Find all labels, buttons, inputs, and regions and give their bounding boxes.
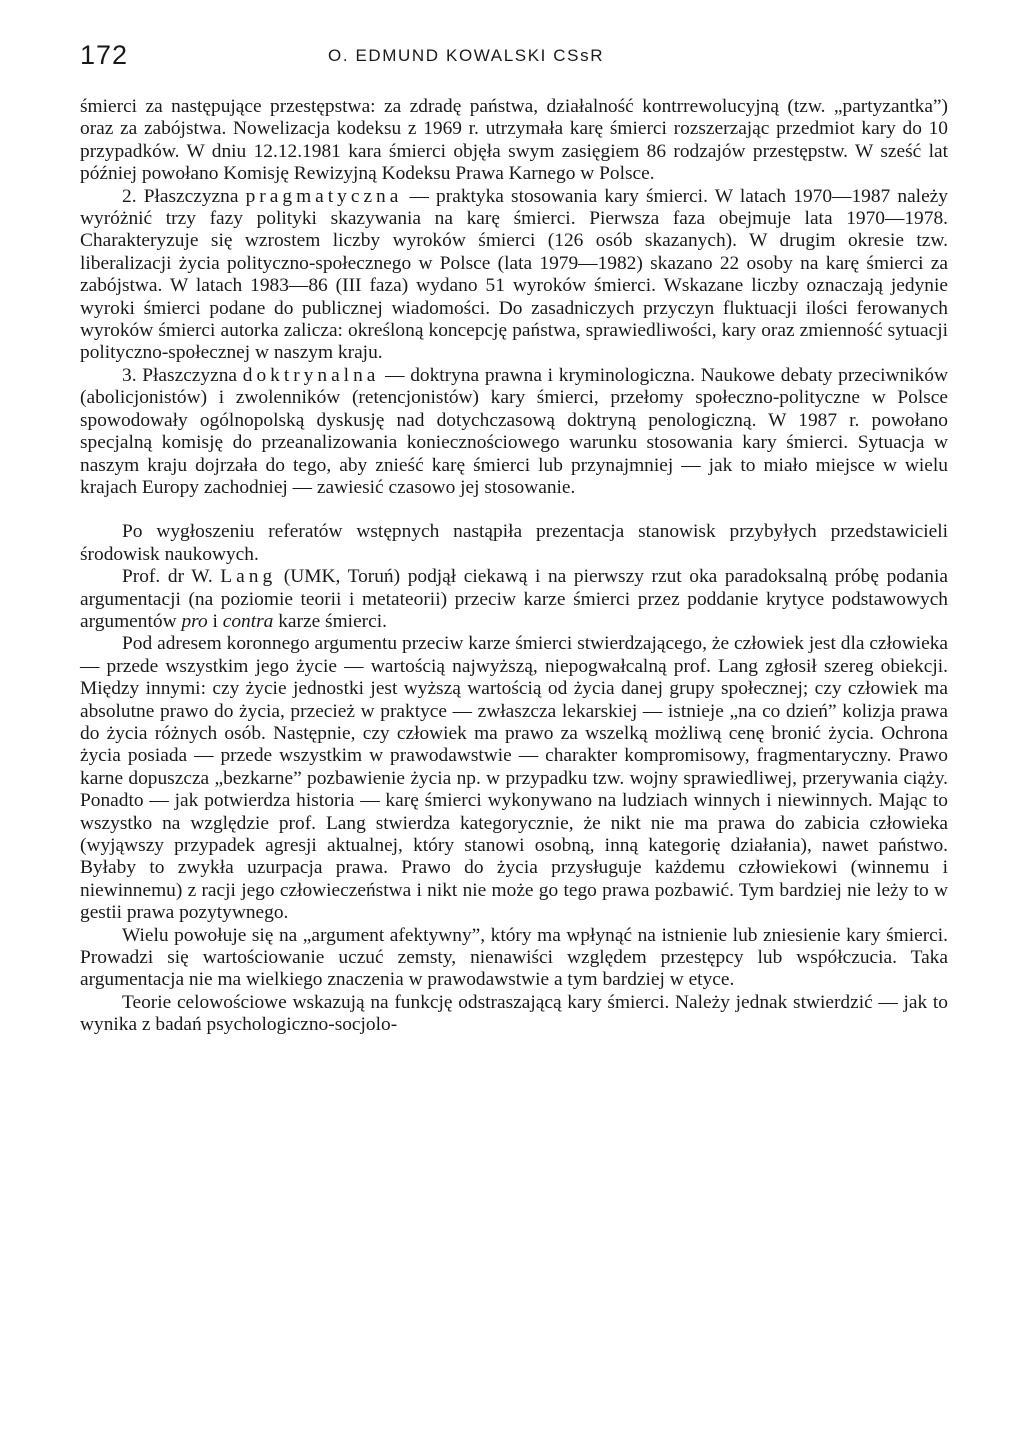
paragraph-text: i xyxy=(207,610,223,632)
page-number: 172 xyxy=(80,40,129,70)
paragraph-lead: 2. Płaszczyzna xyxy=(122,185,246,207)
paragraph-continuation: śmierci za następujące przestępstwa: za zdradę państwa, działalność kontrrewolucyjną (tzw. „partyzantka”) oraz za zabójstwa. Nowelizacja kodeksu z 1969 r. utrzymała karę śmierci rozszerzając przedmiot kary do 10 przypadków. W dniu 12.12.1981 kara śmierci objęła swym zasięgiem 86 rodzajów przestępstw. W sześć lat później powołano Komisję Rewizyjną Kodeksu Prawa Karnego w Polsce. xyxy=(80,96,948,185)
running-header xyxy=(80,40,948,84)
paragraph-prof-lang xyxy=(80,566,948,633)
paragraph-lead: 3. Płaszczyzna xyxy=(122,364,243,386)
paragraph-text: karze śmierci. xyxy=(273,610,387,632)
document-page xyxy=(80,40,948,1037)
paragraph-text: (UMK, Toruń) podjął ciekawą i na pierwszy rzut oka paradoksalną próbę podania argumentacji (na poziomie teorii i metateorii) przeciw karze śmierci przez poddanie krytyce podstawowych argumentów xyxy=(80,566,948,632)
italic-term-pro: pro xyxy=(181,610,208,632)
paragraph-main-argument: Pod adresem koronnego argumentu przeciw karze śmierci stwierdzającego, że człowiek jest dla człowieka — przede wszystkim jego życie — wartością najwyższą, niepogwałcalną prof. Lang zgłosił szereg obiekcji. Między innymi: czy życie jednostki jest wyższą wartością od życia danej grupy społecznej; czy człowiek ma absolutne prawo do życia, przecież w praktyce — zwłaszcza lekarskiej — istnieje „na co dzień” kolizja prawa do życia różnych osób. Następnie, czy człowiek ma prawo za wszelką możliwą cenę bronić życia. Ochrona życia posiada — przede wszystkim w prawodawstwie — charakter kompromisowy, fragmentaryczny. Prawo karne dopuszcza „bezkarne” pozbawienie życia np. w przypadku tzw. wojny sprawiedliwej, przerywania ciąży. Ponadto — jak potwierdza historia — karę śmierci wykonywano na ludziach winnych i niewinnych. Mając to wszystko na względzie prof. Lang stwierdza kategorycznie, że nikt nie ma prawa do zabicia człowieka (wyjąwszy przypadek agresji aktualnej, który stanowi osobną, inną kategorię działania), nawet państwo. Byłaby to zwykła uzurpacja prawa. Prawo do życia przysługuje każdemu człowiekowi (winnemu i niewinnemu) z racji jego człowieczeństwa i nikt nie może go tego prawa pozbawić. Tym bardziej nie leży to w gestii prawa pozytywnego. xyxy=(80,633,948,924)
running-header-author: O. EDMUND KOWALSKI CSsR xyxy=(328,46,605,65)
paragraph-affective-argument: Wielu powołuje się na „argument afektywny”, który ma wpłynąć na istnienie lub zniesienie kary śmierci. Prowadzi się wartościowanie uczuć zemsty, nienawiści względem przestępcy lub współczucia. Taka argumentacja nie ma wielkiego znaczenia w prawodawstwie a tym bardziej w etyce. xyxy=(80,924,948,991)
paragraph-text: — doktryna prawna i kryminologiczna. Naukowe debaty przeciwników (abolicjonistów) i zwolenników (retencjonistów) kary śmierci, przełomy społeczno-polityczne w Polsce spowodowały ogólnopolską dyskusję nad dotychczasową doktryną penologiczną. W 1987 r. powołano specjalną komisję do przeanalizowania koniecznościowego warunku stosowania kary śmierci. Sytuacja w naszym kraju dojrzała do tego, aby znieść karę śmierci lub przynajmniej — jak to miało miejsce w wielu krajach Europy zachodniej — zawiesić czasowo jej stosowanie. xyxy=(80,364,948,498)
paragraph-presentations: Po wygłoszeniu referatów wstępnych nastąpiła prezentacja stanowisk przybyłych przedstawicieli środowisk naukowych. xyxy=(80,521,948,565)
paragraph-lead: Prof. dr W. xyxy=(122,566,221,588)
italic-term-contra: contra xyxy=(222,610,274,632)
paragraph-teleological-theories: Teorie celowościowe wskazują na funkcję odstraszającą kary śmierci. Należy jednak stwierdzić — jak to wynika z badań psychologiczno-socjolo- xyxy=(80,991,948,1036)
body-text xyxy=(80,96,948,1037)
spaced-term: pragmatyczna xyxy=(245,185,403,207)
paragraph-doctrinal-plane xyxy=(80,365,948,499)
spaced-name: Lang xyxy=(220,566,277,588)
paragraph-pragmatic-plane xyxy=(80,186,948,365)
paragraph-text: — praktyka stosowania kary śmierci. W latach 1970—1987 należy wyróżnić trzy fazy polityki skazywania na karę śmierci. Pierwsza faza obejmuje lata 1970—1978. Charakteryzuje się wzrostem liczby wyroków śmierci (126 osób skazanych). W drugim okresie tzw. liberalizacji życia polityczno-społecznego w Polsce (lata 1979—1982) skazano 22 osoby na karę śmierci za zabójstwa. W latach 1983—86 (III faza) wydano 51 wyroków śmierci. Wskazane liczby oznaczają jedynie wyroki śmierci podane do publicznej wiadomości. Do zasadniczych przyczyn fluktuacji ilości ferowanych wyroków śmierci autorka zalicza: określoną koncepcję państwa, sprawiedliwości, kary oraz zmienność sytuacji polityczno-społecznej w naszym kraju. xyxy=(80,185,948,364)
spaced-term: doktrynalna xyxy=(242,364,380,386)
